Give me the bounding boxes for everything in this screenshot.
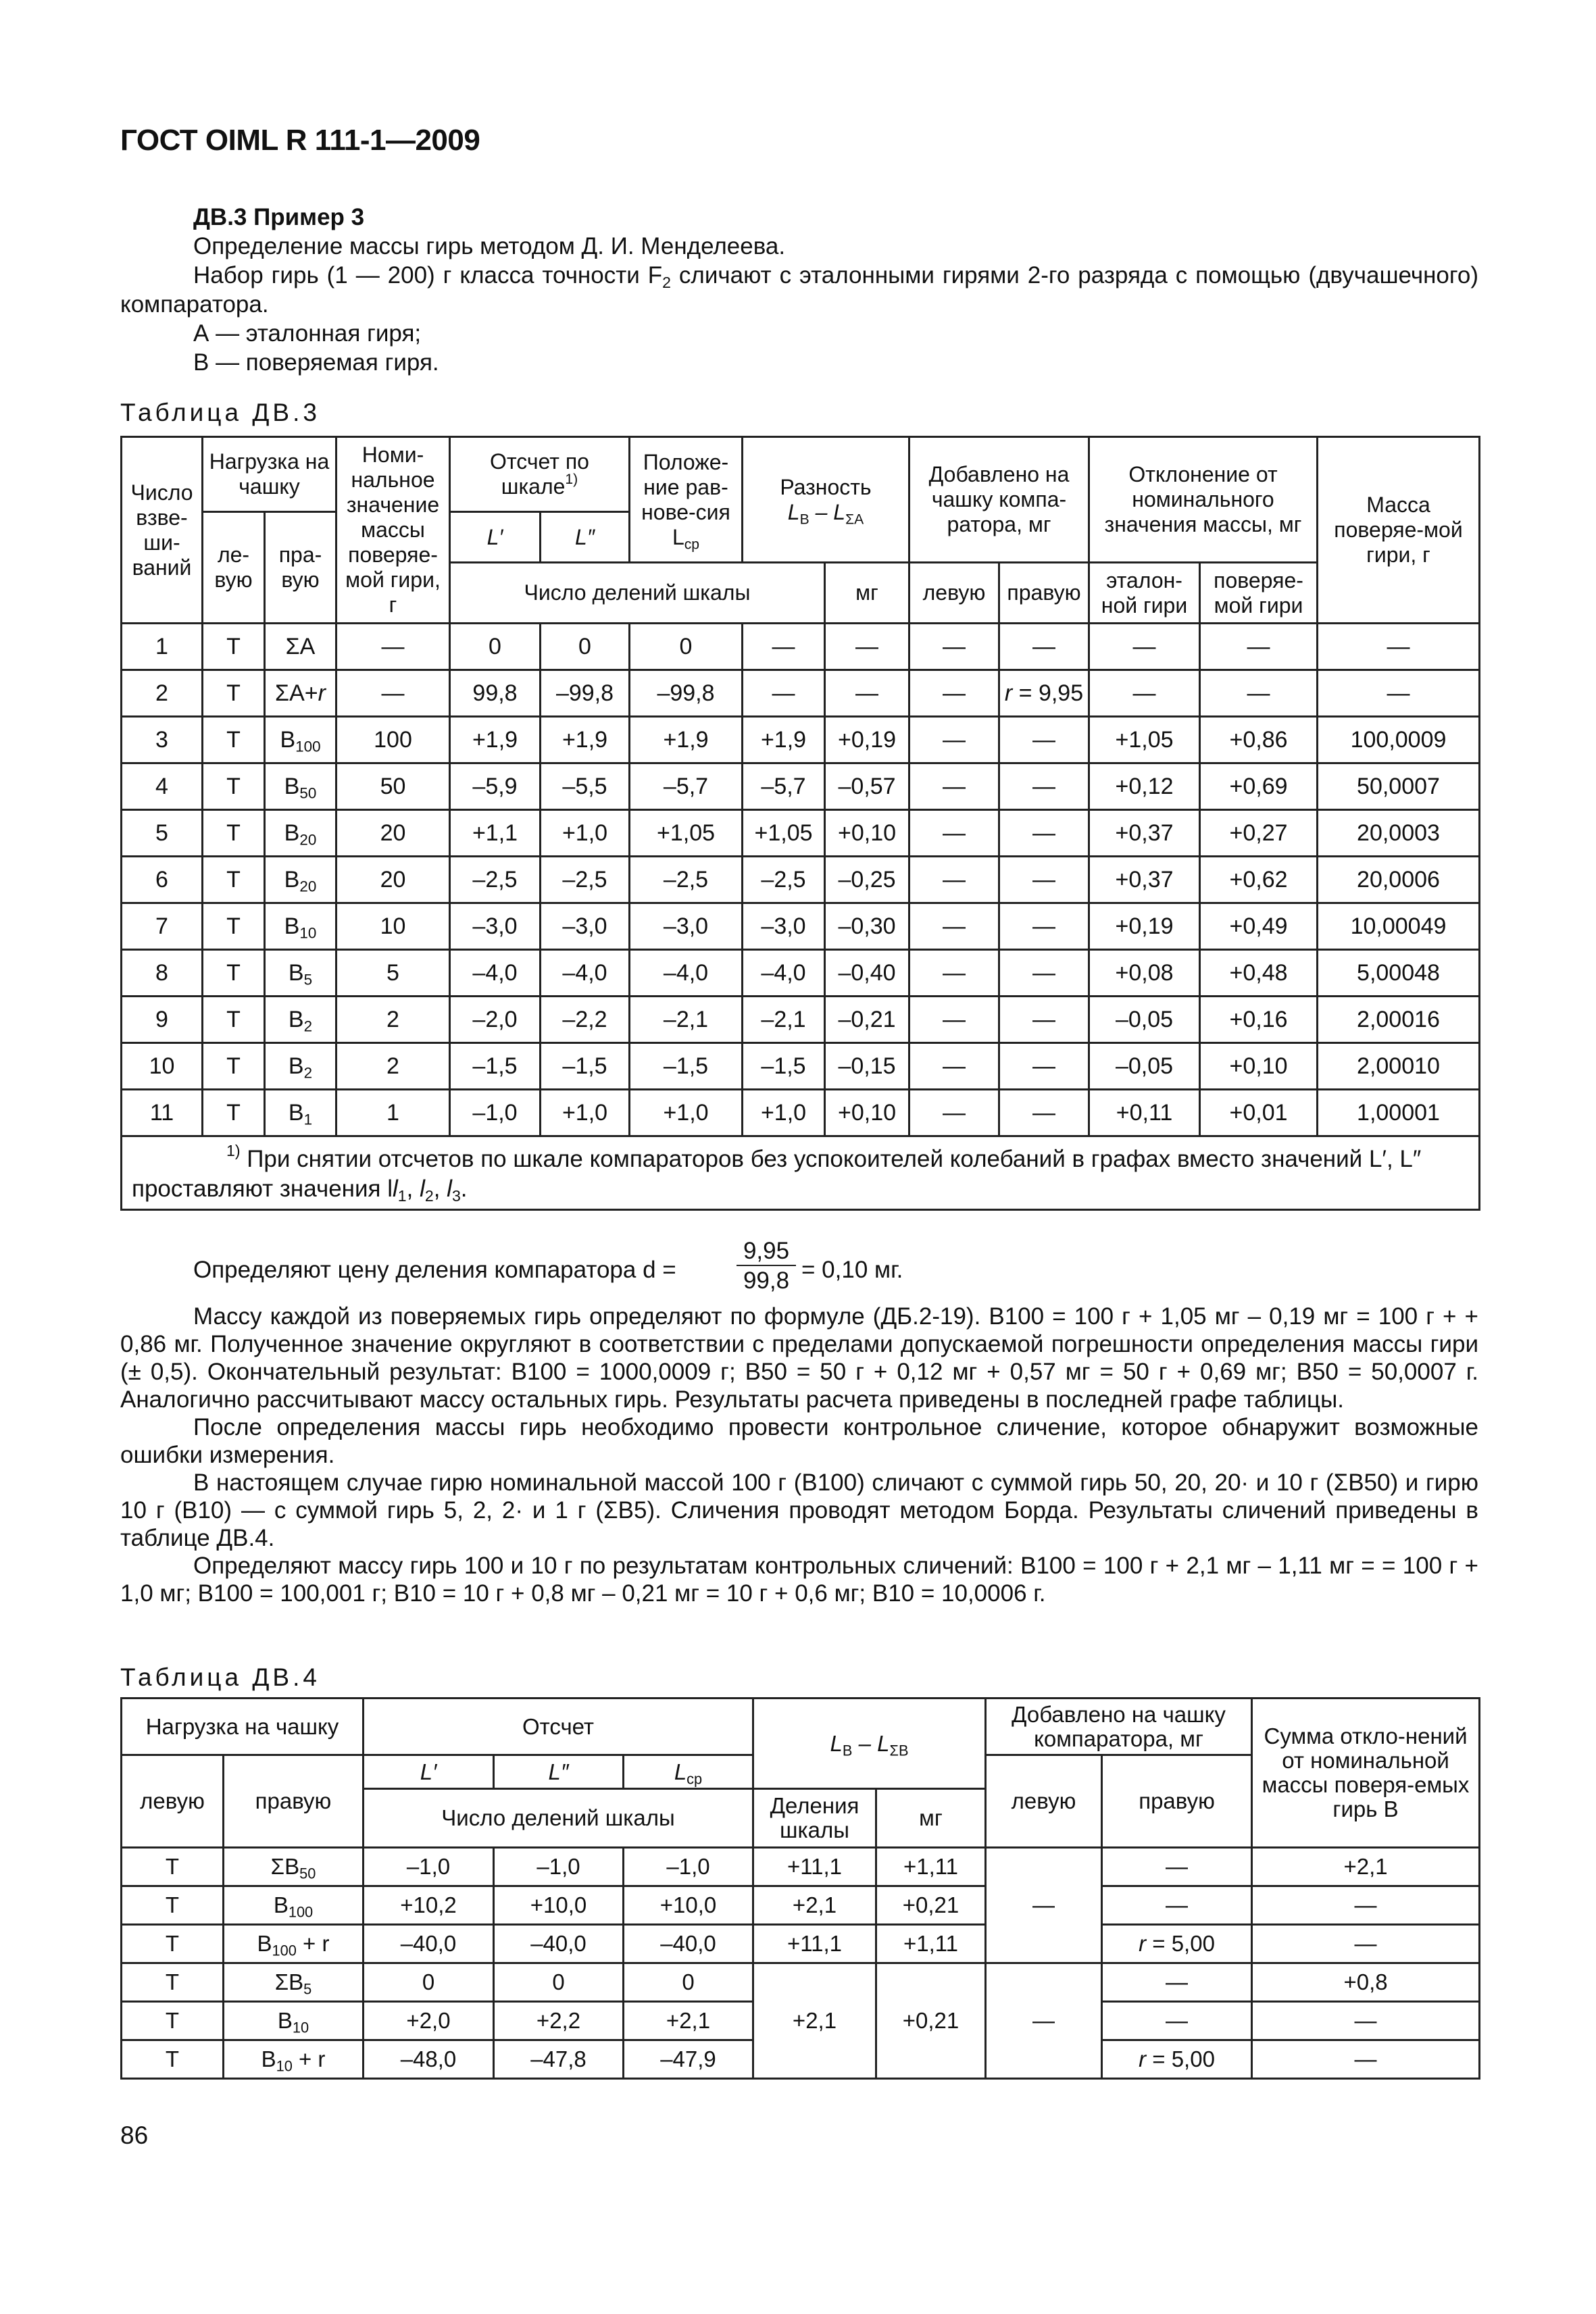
table4-cell: +0,21 xyxy=(876,1963,986,2079)
table3-cell: 10,00049 xyxy=(1318,903,1480,950)
table3-cell: +0,48 xyxy=(1200,950,1318,997)
table4-cell: –1,0 xyxy=(624,1848,753,1886)
table3-cell: –5,9 xyxy=(450,763,541,810)
table3-row xyxy=(122,857,1480,903)
table4-cell: 0 xyxy=(624,1963,753,2002)
table3-cell: –2,5 xyxy=(743,857,825,903)
table3-cell: — xyxy=(909,670,999,717)
table4-row xyxy=(122,1963,1480,2002)
table4-cell: Т xyxy=(122,1848,224,1886)
table3-cell: Т xyxy=(203,717,265,763)
table3-cell: +1,0 xyxy=(541,810,630,857)
t4-th-mg: мг xyxy=(876,1789,986,1848)
t4-th-reading: Отсчет xyxy=(364,1699,753,1755)
table3-cell: –2,5 xyxy=(450,857,541,903)
table3-cell: –4,0 xyxy=(630,950,743,997)
table3-cell: +1,0 xyxy=(743,1090,825,1136)
table4-cell: +2,1 xyxy=(1252,1848,1480,1886)
example-heading: ДВ.3 Пример 3 xyxy=(193,204,365,230)
table3-cell: Т xyxy=(203,670,265,717)
table3-cell: — xyxy=(999,810,1089,857)
table4-cell: — xyxy=(1102,2002,1252,2040)
table3-cell: — xyxy=(909,997,999,1043)
table4-cell: $B_{10}$ xyxy=(224,2002,364,2040)
table3-cell: –5,5 xyxy=(541,763,630,810)
table3-cell: 5,00048 xyxy=(1318,950,1480,997)
table3-cell: 1 xyxy=(336,1090,450,1136)
table3-cell: Т xyxy=(203,950,265,997)
table3-cell: –2,1 xyxy=(743,997,825,1043)
table3-cell: 2 xyxy=(336,997,450,1043)
th-lprime: L′ xyxy=(450,512,541,563)
table4-cell: — xyxy=(1102,1886,1252,1925)
table3-cell: –2,2 xyxy=(541,997,630,1043)
table4-cell: r = 5,00 xyxy=(1102,1925,1252,1963)
table3-row xyxy=(122,670,1480,717)
table3-cell: Т xyxy=(203,624,265,670)
table4-row xyxy=(122,1925,1480,1963)
table3-cell: 10 xyxy=(336,903,450,950)
table3-row xyxy=(122,1090,1480,1136)
table3-cell: — xyxy=(336,624,450,670)
table3-cell: Т xyxy=(203,763,265,810)
table3-cell: Т xyxy=(203,1043,265,1090)
table3-cell: +0,49 xyxy=(1200,903,1318,950)
table4-cell: Т xyxy=(122,1925,224,1963)
table3-cell: 2 xyxy=(122,670,203,717)
table3-cell: Т xyxy=(203,1090,265,1136)
table3-cell: 3 xyxy=(122,717,203,763)
table3-cell: 11 xyxy=(122,1090,203,1136)
table4-cell: +11,1 xyxy=(753,1848,876,1886)
table3-cell: — xyxy=(1089,670,1200,717)
table3-cell: 5 xyxy=(122,810,203,857)
table3-cell: — xyxy=(1318,624,1480,670)
table4-cell: +2,0 xyxy=(364,2002,494,2040)
document-header: ГОСТ OIML R 111-1—2009 xyxy=(120,124,480,157)
table3-row xyxy=(122,717,1480,763)
table4-cell: –48,0 xyxy=(364,2040,494,2079)
table3-cell: ΣA xyxy=(265,624,336,670)
table4-cell: +10,2 xyxy=(364,1886,494,1925)
table3-cell: 5 xyxy=(336,950,450,997)
table4-cell: +10,0 xyxy=(624,1886,753,1925)
table3-cell: +0,01 xyxy=(1200,1090,1318,1136)
table3-cell: 50 xyxy=(336,763,450,810)
table4-cell: +1,11 xyxy=(876,1848,986,1886)
body-text xyxy=(120,1303,1478,1607)
th-count: Число взве-ши-ваний xyxy=(122,437,203,624)
th-ldprime: L″ xyxy=(541,512,630,563)
table3-cell: +1,0 xyxy=(630,1090,743,1136)
table3-cell: +0,86 xyxy=(1200,717,1318,763)
table3-cell: +1,9 xyxy=(630,717,743,763)
table3-cell: –1,0 xyxy=(450,1090,541,1136)
table4-cell: +0,8 xyxy=(1252,1963,1480,2002)
table3-cell: 10 xyxy=(122,1043,203,1090)
th-added: Добавлено на чашку компа-ратора, мг xyxy=(909,437,1089,563)
intro-line-1: Определение массы гирь методом Д. И. Менделеева. xyxy=(193,233,786,259)
formula-pre: Определяют цену деления компаратора d = xyxy=(193,1257,676,1283)
table4-cell: –40,0 xyxy=(494,1925,624,1963)
table3-cell: — xyxy=(909,624,999,670)
table3-cell: 0 xyxy=(450,624,541,670)
t4-th-div: Деления шкалы xyxy=(753,1789,876,1848)
table4-cell: — xyxy=(1102,1848,1252,1886)
table3-cell: — xyxy=(909,763,999,810)
table4-cell: Т xyxy=(122,2002,224,2040)
table3-cell: Т xyxy=(203,810,265,857)
th-load: Нагрузка на чашку xyxy=(203,437,336,512)
table-dv4 xyxy=(120,1697,1480,2080)
table3-cell: –4,0 xyxy=(541,950,630,997)
table3-cell: — xyxy=(999,717,1089,763)
t4-th-add-right: правую xyxy=(1102,1755,1252,1848)
table3-cell: Т xyxy=(203,903,265,950)
table3-cell: 99,8 xyxy=(450,670,541,717)
table3-cell: — xyxy=(909,717,999,763)
table3-cell: +0,10 xyxy=(825,1090,909,1136)
table3-cell: +0,08 xyxy=(1089,950,1200,997)
table3-cell: $B_2$ xyxy=(265,1043,336,1090)
table4-cell: — xyxy=(1252,1925,1480,1963)
table3-cell: — xyxy=(825,624,909,670)
table3-cell: — xyxy=(999,903,1089,950)
table3-cell: +1,9 xyxy=(541,717,630,763)
th-dev-test: поверяе-мой гири xyxy=(1200,563,1318,624)
table3-cell: +0,62 xyxy=(1200,857,1318,903)
table3-row xyxy=(122,997,1480,1043)
table3-cell: –0,15 xyxy=(825,1043,909,1090)
table3-cell: 4 xyxy=(122,763,203,810)
table3-cell: 7 xyxy=(122,903,203,950)
t4-th-added: Добавлено на чашку компаратора, мг xyxy=(986,1699,1252,1755)
table4-cell: — xyxy=(1252,2040,1480,2079)
table4-row xyxy=(122,1886,1480,1925)
table4-cell: Т xyxy=(122,2040,224,2079)
table3-cell: — xyxy=(1318,670,1480,717)
table3-cell: 8 xyxy=(122,950,203,997)
table3-cell: –0,57 xyxy=(825,763,909,810)
paragraph-4: Определяют массу гирь 100 и 10 г по результатам контрольных сличений: В100 = 100 г + 2,1 мг – 1,11 мг = = 100 г + 1,0 мг; В100 = 100,001 г; В10 = 10 г + 0,8 мг – 0,21 мг = 10 г + 0,6 мг; В10 = 10,0006 г. xyxy=(120,1553,1478,1607)
table3-cell: +1,05 xyxy=(630,810,743,857)
fraction-bar xyxy=(737,1265,796,1266)
table3-cell: +0,19 xyxy=(825,717,909,763)
table3-row xyxy=(122,624,1480,670)
table3-cell: — xyxy=(999,857,1089,903)
table3-cell: +1,05 xyxy=(1089,717,1200,763)
table3-cell: — xyxy=(999,1090,1089,1136)
table3-cell: r = 9,95 xyxy=(999,670,1089,717)
table4-cell: $B_{10} + r$ xyxy=(224,2040,364,2079)
formula-den: 99,8 xyxy=(743,1267,790,1294)
t4-th-diff: $L_B - L_{\Sigma B}$ xyxy=(753,1699,986,1789)
table3-cell: 2,00010 xyxy=(1318,1043,1480,1090)
t4-th-add-left: левую xyxy=(986,1755,1102,1848)
th-mg: мг xyxy=(825,563,909,624)
table4-cell: +2,1 xyxy=(624,2002,753,2040)
table3-cell: +1,9 xyxy=(743,717,825,763)
table3-cell: +0,12 xyxy=(1089,763,1200,810)
table3-cell: –2,5 xyxy=(541,857,630,903)
table3-cell: 100 xyxy=(336,717,450,763)
table4-row xyxy=(122,1848,1480,1886)
table3-cell: –3,0 xyxy=(630,903,743,950)
t4-th-ldprime: L″ xyxy=(494,1755,624,1789)
table3-cell: –2,5 xyxy=(630,857,743,903)
th-nominal: Номи-нальное значение массы поверяе-мой гири, г xyxy=(336,437,450,624)
example-block xyxy=(120,203,1478,377)
table3-row xyxy=(122,950,1480,997)
table3-cell: — xyxy=(909,950,999,997)
table3-cell: $B_{20}$ xyxy=(265,810,336,857)
table3-cell: –1,5 xyxy=(743,1043,825,1090)
th-reading: Отсчет по шкале$^{1)}$ xyxy=(450,437,630,512)
table3-cell: –5,7 xyxy=(630,763,743,810)
table4-cell: Т xyxy=(122,1963,224,2002)
table4-cell: — xyxy=(986,1963,1102,2079)
table4-cell: $\Sigma B_5$ xyxy=(224,1963,364,2002)
table3-cell: –0,25 xyxy=(825,857,909,903)
paragraph-2: После определения массы гирь необходимо провести контрольное сличение, которое обнаружит возможные ошибки измерения. xyxy=(120,1414,1478,1468)
table3-cell: –0,21 xyxy=(825,997,909,1043)
table3-row xyxy=(122,810,1480,857)
table3-cell: 2,00016 xyxy=(1318,997,1480,1043)
table3-cell: +0,37 xyxy=(1089,810,1200,857)
table3-cell: — xyxy=(743,624,825,670)
table3-cell: +1,9 xyxy=(450,717,541,763)
table3-cell: — xyxy=(909,1043,999,1090)
table3-cell: +0,11 xyxy=(1089,1090,1200,1136)
table3-cell: 20,0003 xyxy=(1318,810,1480,857)
table3-cell: –0,05 xyxy=(1089,997,1200,1043)
table3-cell: — xyxy=(999,1043,1089,1090)
table3-cell: +1,1 xyxy=(450,810,541,857)
t4-th-scale-div: Число делений шкалы xyxy=(364,1789,753,1848)
table3-cell: $B_{100}$ xyxy=(265,717,336,763)
table3-cell: — xyxy=(909,1090,999,1136)
table3-cell: –4,0 xyxy=(450,950,541,997)
table4-cell: +0,21 xyxy=(876,1886,986,1925)
table3-cell: –5,7 xyxy=(743,763,825,810)
table3-cell: –0,40 xyxy=(825,950,909,997)
table3-cell: +0,69 xyxy=(1200,763,1318,810)
table3-cell: –2,0 xyxy=(450,997,541,1043)
t4-th-left: левую xyxy=(122,1755,224,1848)
table3-cell: 100,0009 xyxy=(1318,717,1480,763)
t4-th-lcp: $L_{ср}$ xyxy=(624,1755,753,1789)
table3-cell: –4,0 xyxy=(743,950,825,997)
table3-cell: –1,5 xyxy=(630,1043,743,1090)
table3-cell: — xyxy=(999,624,1089,670)
table4-cell: +2,2 xyxy=(494,2002,624,2040)
intro-line-4: В — поверяемая гиря. xyxy=(193,349,439,376)
table4-cell: +2,1 xyxy=(753,1963,876,2079)
table4-cell: $B_{100}$ xyxy=(224,1886,364,1925)
table3-cell: 1 xyxy=(122,624,203,670)
table4-cell: –1,0 xyxy=(494,1848,624,1886)
table3-cell: Т xyxy=(203,997,265,1043)
table3-cell: 9 xyxy=(122,997,203,1043)
th-equilibrium: Положе-ние рав-нове-сия $L_{ср}$ xyxy=(630,437,743,563)
table3-cell: +1,05 xyxy=(743,810,825,857)
table4-cell: +2,1 xyxy=(753,1886,876,1925)
table3-cell: –1,5 xyxy=(541,1043,630,1090)
table3-cell: –0,30 xyxy=(825,903,909,950)
table3-cell: $B_1$ xyxy=(265,1090,336,1136)
table3-cell: $B_2$ xyxy=(265,997,336,1043)
table4-cell: — xyxy=(1252,2002,1480,2040)
t4-th-lprime: L′ xyxy=(364,1755,494,1789)
table4-cell: — xyxy=(1102,1963,1252,2002)
table4-caption: Таблица ДВ.4 xyxy=(120,1663,320,1691)
t4-th-sum: Сумма откло-нений от номинальной массы поверя-емых гирь В xyxy=(1252,1699,1480,1848)
table4-cell: — xyxy=(1252,1886,1480,1925)
th-mass: Масса поверяе-мой гири, г xyxy=(1318,437,1480,624)
th-load-right: пра-вую xyxy=(265,512,336,624)
table3-cell: –99,8 xyxy=(541,670,630,717)
table4-cell: –47,9 xyxy=(624,2040,753,2079)
table3-cell: +0,16 xyxy=(1200,997,1318,1043)
table3-cell: 20,0006 xyxy=(1318,857,1480,903)
th-add-right: правую xyxy=(999,563,1089,624)
table4-cell: +10,0 xyxy=(494,1886,624,1925)
t4-th-right: правую xyxy=(224,1755,364,1848)
table3-cell: –3,0 xyxy=(450,903,541,950)
table3-cell: +0,10 xyxy=(825,810,909,857)
table3-cell: 0 xyxy=(541,624,630,670)
table3-cell: Т xyxy=(203,857,265,903)
table3-cell: –1,5 xyxy=(450,1043,541,1090)
paragraph-3: В настоящем случае гирю номинальной массой 100 г (В100) сличают с суммой гирь 50, 20, 20· и 10 г (ΣВ50) и гирю 10 г (В10) — с суммой гирь 5, 2, 2· и 1 г (ΣВ5). Сличения проводят методом Борда. Результаты сличений приведены в таблице ДВ.4. xyxy=(120,1469,1478,1551)
table3-cell: +0,19 xyxy=(1089,903,1200,950)
th-diff: Разность $L_B - L_{\Sigma A}$ xyxy=(743,437,909,563)
table3-cell: 0 xyxy=(630,624,743,670)
th-scale-div: Число делений шкалы xyxy=(450,563,825,624)
th-dev-ref: эталон-ной гири xyxy=(1089,563,1200,624)
table4-cell: +11,1 xyxy=(753,1925,876,1963)
table3-row xyxy=(122,903,1480,950)
table3-cell: +0,37 xyxy=(1089,857,1200,903)
formula-post: = 0,10 мг. xyxy=(801,1257,903,1283)
table4-cell: $B_{100} + r$ xyxy=(224,1925,364,1963)
th-add-left: левую xyxy=(909,563,999,624)
intro-line-2: Набор гирь (1 — 200) г класса точности $F_2$ сличают с эталонными гирями 2-го разряда с помощью (двучашечного) компаратора. xyxy=(120,262,1478,318)
table3-cell: $B_{50}$ xyxy=(265,763,336,810)
table3-row xyxy=(122,763,1480,810)
table4-cell: –40,0 xyxy=(364,1925,494,1963)
table4-cell: — xyxy=(986,1848,1102,1963)
table3-cell: — xyxy=(336,670,450,717)
table3-cell: — xyxy=(909,903,999,950)
formula-num: 9,95 xyxy=(743,1238,790,1264)
table3-cell: $B_{20}$ xyxy=(265,857,336,903)
table4-cell: 0 xyxy=(494,1963,624,2002)
table3-caption: Таблица ДВ.3 xyxy=(120,399,320,426)
table3-cell: –0,05 xyxy=(1089,1043,1200,1090)
table4-cell: –47,8 xyxy=(494,2040,624,2079)
table4-cell: 0 xyxy=(364,1963,494,2002)
table3-cell: — xyxy=(1200,670,1318,717)
table4-cell: Т xyxy=(122,1886,224,1925)
table3-cell: — xyxy=(743,670,825,717)
page-number: 86 xyxy=(120,2121,149,2149)
table3-cell: $B_5$ xyxy=(265,950,336,997)
table3-cell: +0,10 xyxy=(1200,1043,1318,1090)
table3-cell: — xyxy=(999,997,1089,1043)
th-load-left: ле-вую xyxy=(203,512,265,624)
table3-cell: $B_{10}$ xyxy=(265,903,336,950)
table3-row xyxy=(122,1043,1480,1090)
intro-line-3: А — эталонная гиря; xyxy=(193,320,422,347)
table3-cell: — xyxy=(909,857,999,903)
table3-cell: — xyxy=(909,810,999,857)
table3-cell: –2,1 xyxy=(630,997,743,1043)
table4-cell: +1,11 xyxy=(876,1925,986,1963)
table3-cell: 20 xyxy=(336,810,450,857)
table3-cell: ΣA+r xyxy=(265,670,336,717)
table3-cell: — xyxy=(825,670,909,717)
table3-cell: –3,0 xyxy=(541,903,630,950)
table3-cell: 20 xyxy=(336,857,450,903)
table3-footnote: $^{1)}$ При снятии отсчетов по шкале компараторов без успокоителей колебаний в графах вместо значений L′, L″ проставляют значения $ll_1$, $l_2$, $l_3$. xyxy=(122,1136,1480,1210)
th-deviation: Отклонение от номинального значения массы, мг xyxy=(1089,437,1318,563)
table3-cell: –99,8 xyxy=(630,670,743,717)
table3-cell: — xyxy=(1200,624,1318,670)
table4-cell: $\Sigma B_{50}$ xyxy=(224,1848,364,1886)
paragraph-1: Массу каждой из поверяемых гирь определяют по формуле (ДБ.2-19). В100 = 100 г + 1,05 мг – 0,19 мг = 100 г + + 0,86 мг. Полученное значение округляют в соответствии с пределами допускаемой погрешности определения массы гири (± 0,5). Окончательный результат: В100 = 1000,0009 г; В50 = 50 г + 0,12 мг + 0,57 мг = 50 г + 0,69 мг; В50 = 50,0007 г. Аналогично рассчитывают массу остальных гирь. Результаты расчета приведены в последней графе таблицы. xyxy=(120,1303,1478,1413)
table3-cell: –3,0 xyxy=(743,903,825,950)
table-dv3 xyxy=(120,436,1480,1211)
table3-cell: 2 xyxy=(336,1043,450,1090)
table3-cell: — xyxy=(999,763,1089,810)
table3-cell: 50,0007 xyxy=(1318,763,1480,810)
table4-cell: –1,0 xyxy=(364,1848,494,1886)
t4-th-load: Нагрузка на чашку xyxy=(122,1699,364,1755)
table3-cell: — xyxy=(999,950,1089,997)
table3-cell: +0,27 xyxy=(1200,810,1318,857)
table3-cell: 1,00001 xyxy=(1318,1090,1480,1136)
table4-cell: r = 5,00 xyxy=(1102,2040,1252,2079)
table3-cell: 6 xyxy=(122,857,203,903)
table3-cell: — xyxy=(1089,624,1200,670)
table4-cell: –40,0 xyxy=(624,1925,753,1963)
table3-cell: +1,0 xyxy=(541,1090,630,1136)
